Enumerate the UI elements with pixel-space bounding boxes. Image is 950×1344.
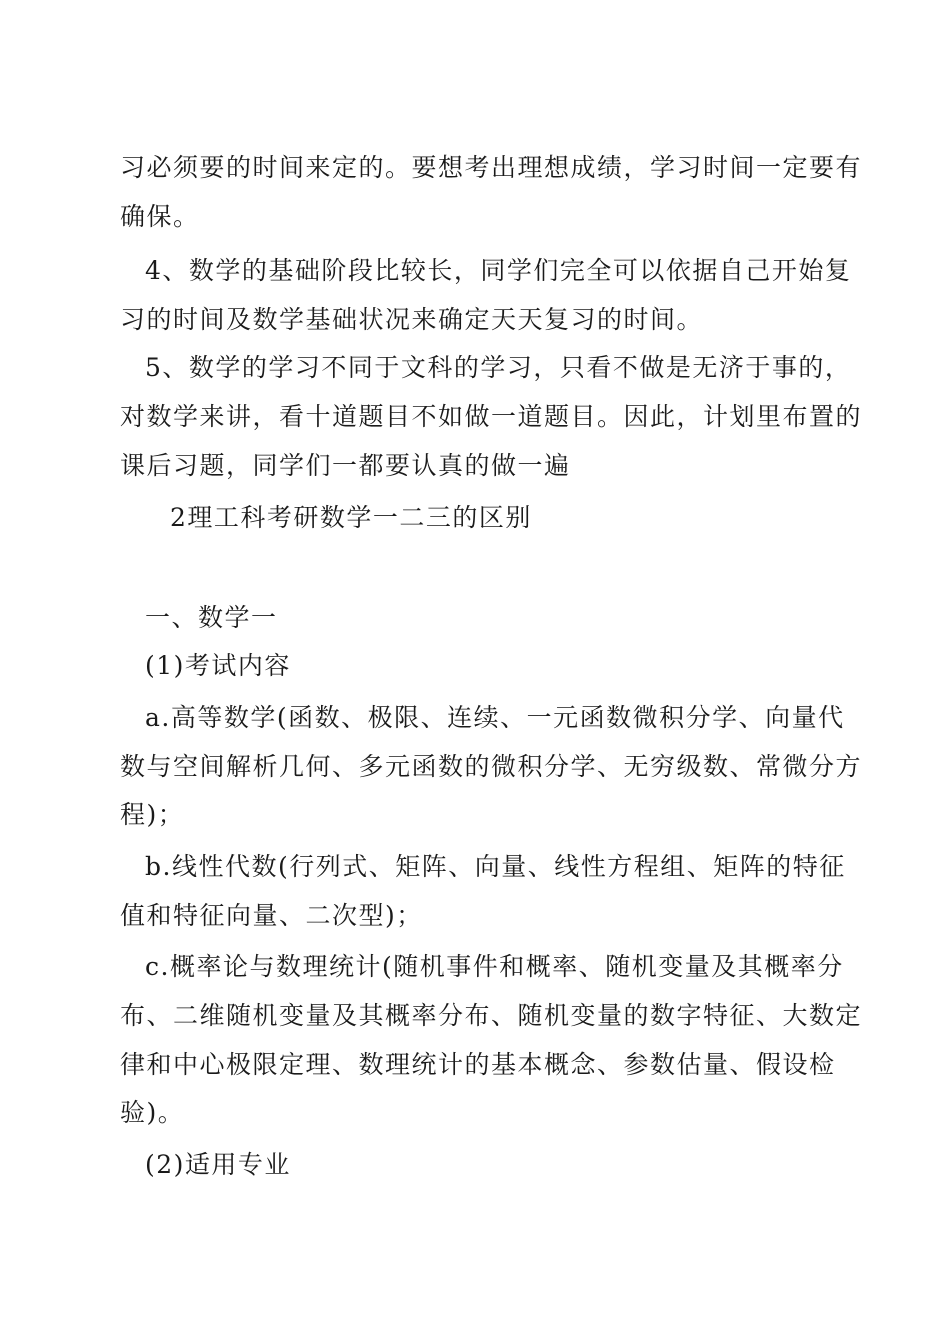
paragraph-line: 布、二维随机变量及其概率分布、随机变量的数字特征、大数定	[120, 1001, 863, 1030]
paragraph-line: 课后习题，同学们一都要认真的做一遍	[120, 451, 571, 480]
list-item-4-line: 4、数学的基础阶段比较长，同学们完全可以依据自己开始复	[145, 256, 852, 285]
list-item-5-line: 5、数学的学习不同于文科的学习，只看不做是无济于事的，	[145, 353, 852, 382]
subsection-label: (2)适用专业	[145, 1150, 291, 1179]
item-c-line: c.概率论与数理统计(随机事件和概率、随机变量及其概率分	[145, 952, 844, 981]
paragraph-line: 习的时间及数学基础状况来确定天天复习的时间。	[120, 305, 704, 334]
paragraph-line: 习必须要的时间来定的。要想考出理想成绩，学习时间一定要有	[120, 153, 863, 182]
paragraph-line: 验)。	[120, 1098, 185, 1127]
section-heading: 2理工科考研数学一二三的区别	[170, 503, 532, 532]
item-b-line: b.线性代数(行列式、矩阵、向量、线性方程组、矩阵的特征	[145, 852, 846, 881]
paragraph-line: 律和中心极限定理、数理统计的基本概念、参数估量、假设检	[120, 1050, 836, 1079]
paragraph-line: 程)；	[120, 800, 185, 829]
paragraph-line: 对数学来讲，看十道题目不如做一道题目。因此，计划里布置的	[120, 402, 863, 431]
subsection-label: (1)考试内容	[145, 651, 291, 680]
item-a-line: a.高等数学(函数、极限、连续、一元函数微积分学、向量代	[145, 703, 845, 732]
subsection-heading: 一、数学一	[145, 603, 278, 632]
paragraph-line: 值和特征向量、二次型)；	[120, 901, 423, 930]
paragraph-line: 确保。	[120, 202, 200, 231]
paragraph-line: 数与空间解析几何、多元函数的微积分学、无穷级数、常微分方	[120, 752, 863, 781]
